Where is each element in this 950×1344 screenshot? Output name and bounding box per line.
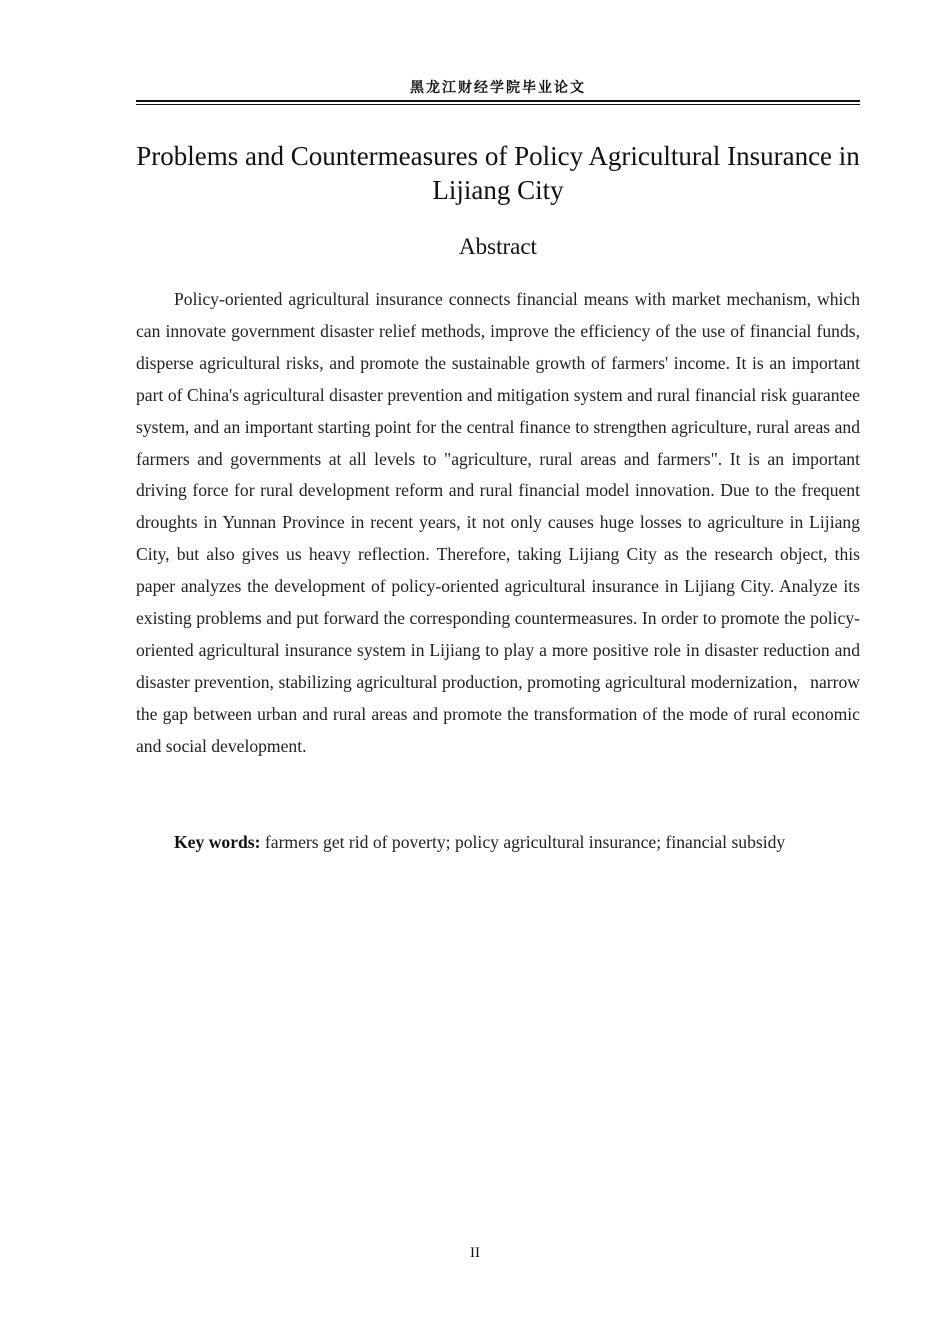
header-rule-thin — [136, 104, 860, 105]
keywords-text: farmers get rid of poverty; policy agricultural insurance; financial subsidy — [264, 832, 786, 852]
keywords-line — [136, 826, 860, 858]
page-number: II — [470, 1245, 480, 1261]
paper-title: Problems and Countermeasures of Policy Agricultural Insurance in Lijiang City — [136, 141, 860, 205]
abstract-heading: Abstract — [459, 234, 537, 259]
header-rule-thick — [136, 100, 860, 102]
keywords-label: Key words: — [174, 832, 261, 852]
running-header: 黑龙江财经学院毕业论文 — [410, 80, 586, 96]
abstract-body: Policy-oriented agricultural insurance connects financial means with market mechanism, which can innovate government disaster relief methods, improve the efficiency of the use of financial funds, disperse agricultural risks, and promote the sustainable growth of farmers' income. It is an important part of China's agricultural disaster prevention and mitigation system and rural financial risk guarantee system, and an important starting point for the central finance to strengthen agriculture, rural areas and farmers and governments at all levels to "agriculture, rural areas and farmers". It is an important driving force for rural development reform and rural financial model innovation. Due to the frequent droughts in Yunnan Province in recent years, it not only causes huge losses to agriculture in Lijiang City, but also gives us heavy reflection. Therefore, taking Lijiang City as the research object, this paper analyzes the development of policy-oriented agricultural insurance in Lijiang City. Analyze its existing problems and put forward the corresponding countermeasures. In order to promote the policy-oriented agricultural insurance system in Lijiang to play a more positive role in disaster reduction and disaster prevention, stabilizing agricultural production, promoting agricultural modernization，narrow the gap between urban and rural areas and promote the transformation of the mode of rural economic and social development. — [136, 289, 860, 756]
